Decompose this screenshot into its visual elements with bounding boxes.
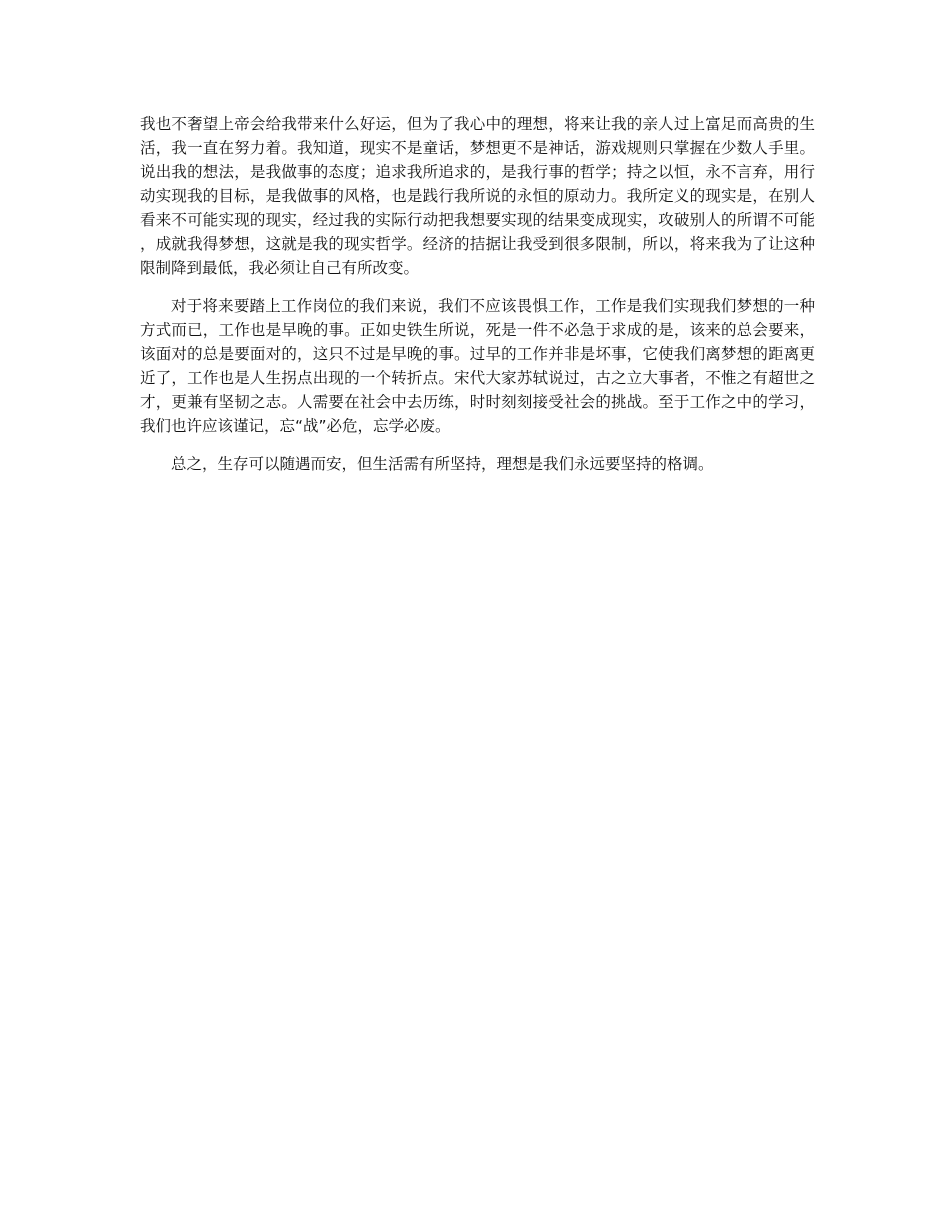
paragraph-3: 总之，生存可以随遇而安，但生活需有所坚持，理想是我们永远要坚持的格调。 [171, 455, 714, 473]
paragraph-1: 我也不奢望上帝会给我带来什么好运，但为了我心中的理想，将来让我的亲人过上富足而高贵的生活，我一直在努力着。我知道，现实不是童话，梦想更不是神话，游戏规则只掌握在少数人手里。说出我的想法，是我做事的态度；追求我所追求的，是我行事的哲学；持之以恒，永不言弃，用行动实现我的目标，是我做事的风格，也是践行我所说的永恒的原动力。我所定义的现实是，在别人看来不可能实现的现实，经过我的实际行动把我想要实现的结果变成现实，攻破别人的所谓不可能，成就我得梦想，这就是我的现实哲学。经济的拮据让我受到很多限制，所以，将来我为了让这种限制降到最低，我必须让自己有所改变。 [140, 115, 815, 277]
document-body [140, 112, 815, 490]
paragraph-2: 对于将来要踏上工作岗位的我们来说，我们不应该畏惧工作，工作是我们实现我们梦想的一种方式而已，工作也是早晚的事。正如史铁生所说，死是一件不必急于求成的是，该来的总会要来，该面对的总是要面对的，这只不过是早晚的事。过早的工作并非是坏事，它使我们离梦想的距离更近了，工作也是人生拐点出现的一个转折点。宋代大家苏轼说过，古之立大事者，不惟之有超世之才，更兼有坚韧之志。人需要在社会中去历练，时时刻刻接受社会的挑战。至于工作之中的学习，我们也许应该谨记，忘“战”必危，忘学必废。 [140, 297, 815, 435]
